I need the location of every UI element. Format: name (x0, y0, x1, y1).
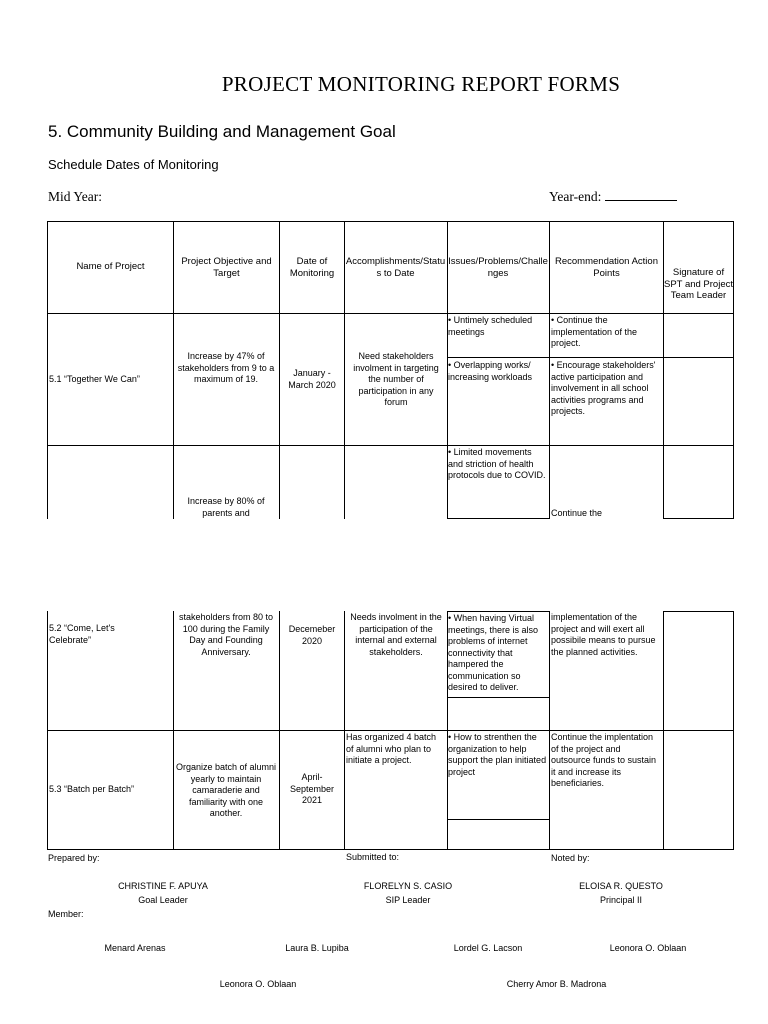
header-issues: Issues/Problems/Challenges (448, 256, 548, 279)
row-divider-1 (47, 445, 734, 446)
header-objective: Project Objective and Target (181, 256, 272, 279)
member-name: Cherry Amor B. Madrona (506, 979, 607, 989)
row1-issue-1: • Untimely scheduled meetings (448, 315, 533, 337)
header-signature: Signature of SPT and Project Team Leader (664, 267, 733, 301)
mid-year-label: Mid Year: (48, 189, 103, 204)
noted-by-role: Principal II (599, 895, 643, 905)
row1-accomplishments: Need stakeholders involment in targeting the number of participation in any forum (353, 351, 439, 407)
table-border-bottom (47, 849, 734, 850)
row1-project-name: 5.1 “Together We Can” (49, 374, 140, 384)
header-name-of-project: Name of Project (76, 261, 145, 272)
noted-by-label: Noted by: (551, 853, 590, 863)
row1-objective: Increase by 47% of stakeholders from 9 to a maximum of 19. (177, 351, 275, 384)
prepared-by-name: CHRISTINE F. APUYA (118, 881, 208, 891)
row2-project-name: 5.2 “Come, Let's Celebrate” (49, 623, 115, 645)
row-divider-2 (47, 730, 734, 731)
row1-date: January - March 2020 (288, 368, 336, 390)
section-heading: 5. Community Building and Management Goal (48, 122, 396, 141)
submitted-to-label: Submitted to: (346, 852, 400, 862)
year-end-field (549, 189, 677, 205)
schedule-label: Schedule Dates of Monitoring (48, 157, 219, 172)
row1-inner-divider (447, 357, 734, 358)
submitted-to-role: SIP Leader (385, 895, 431, 905)
row2-date: Decemeber 2020 (288, 624, 336, 646)
row2-accomplishments: Needs involment in the participation of the internal and external stakeholders. (350, 612, 442, 657)
document-title: PROJECT MONITORING REPORT FORMS (221, 72, 621, 96)
row2-recommendation-bottom: implementation of the project and will exert all possibile means to pursue the planned activities. (551, 612, 656, 657)
header-accomplishments: Accomplishments/Status to Date (345, 256, 446, 279)
row3-accomplishments: Has organized 4 batch of alumni who plan to initiate a project. (346, 732, 437, 765)
signature-box-top (663, 611, 734, 612)
row3-date: April-September 2021 (289, 772, 335, 805)
member-name: Menard Arenas (104, 943, 166, 953)
table-border-top (47, 221, 734, 222)
member-name: Lordel G. Lacson (453, 943, 523, 953)
prepared-by-role: Goal Leader (138, 895, 188, 905)
row2-objective-bottom: stakeholders from 80 to 100 during the Family Day and Founding Anniversary. (178, 612, 274, 657)
prepared-by-label: Prepared by: (48, 853, 100, 863)
row3-objective: Organize batch of alumni yearly to maintain camaraderie and familiarity with one another. (175, 762, 277, 818)
member-label: Member: (48, 909, 84, 919)
submitted-to-name: FLORELYN S. CASIO (363, 881, 453, 891)
header-recommendation: Recommendation Action Points (555, 256, 658, 279)
row2-objective-top: Increase by 80% of parents and (187, 496, 265, 518)
row2-issue-1: • Limited movements and striction of health protocols due to COVID. (448, 447, 546, 480)
member-name: Laura B. Lupiba (285, 943, 349, 953)
member-name: Leonora O. Oblaan (609, 943, 687, 953)
row1-recommendation-1: • Continue the implementation of the project. (551, 315, 638, 348)
year-end-label: Year-end: (549, 189, 602, 204)
issue-box-top (447, 611, 549, 612)
page-break-gap (40, 519, 750, 611)
row3-issues: • How to strenthen the organization to help support the plan initiated project (448, 732, 547, 777)
row3-recommendations: Continue the implentation of the project and outsource funds to sustain it and increase its beneficiaries. (551, 732, 657, 788)
issue-box-bottom-2 (447, 697, 549, 698)
member-name: Leonora O. Oblaan (219, 979, 297, 989)
row3-project-name: 5.3 “Batch per Batch” (49, 784, 135, 794)
row1-recommendation-2: • Encourage stakeholders' active participation and involvement in all school activities programs and projects. (551, 360, 656, 416)
noted-by-name: ELOISA R. QUESTO (579, 881, 663, 891)
issue-box-bottom-3 (447, 819, 549, 820)
row2-issue-2: • When having Virtual meetings, there is also problems of internet connectivity that hampered the communication so desired to deliver. (448, 613, 539, 692)
row1-issue-2: • Overlapping works/ increasing workloads (448, 360, 533, 382)
header-divider (47, 313, 734, 314)
row2-recommendation-top: Continue the (551, 508, 603, 518)
header-date: Date of Monitoring (289, 256, 335, 279)
year-end-blank-line (605, 189, 677, 201)
